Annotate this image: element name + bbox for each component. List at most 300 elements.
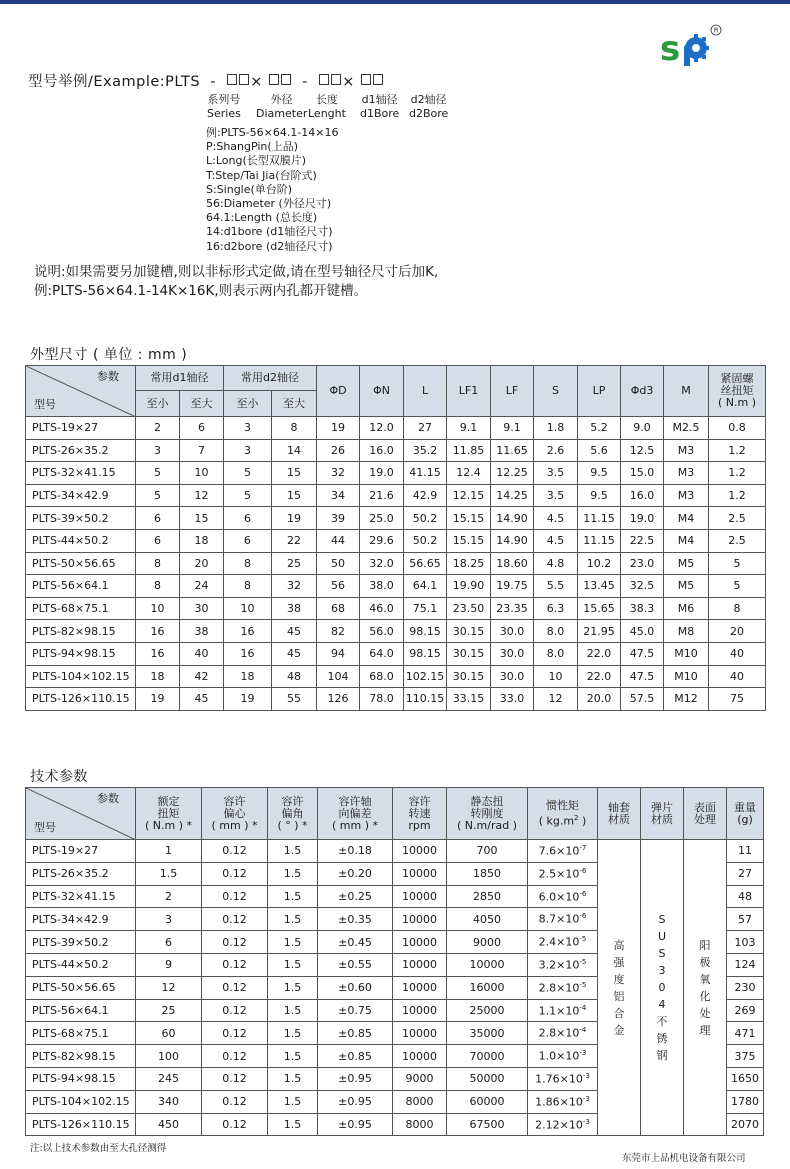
table-cell: M2.5 xyxy=(664,417,709,440)
table-cell: M10 xyxy=(664,665,709,688)
table-cell: 4.8 xyxy=(534,552,578,575)
table-cell: 8 xyxy=(272,417,317,440)
table-cell: 10000 xyxy=(393,999,447,1022)
table-cell: 55 xyxy=(272,688,317,711)
corner-header xyxy=(26,366,136,417)
brand-logo xyxy=(660,22,740,68)
cell-inertia: $7.6\times 10^{-7}$ xyxy=(528,840,598,863)
table-cell: 23.35 xyxy=(491,597,534,620)
cell-model: PLTS-44×50.2 xyxy=(26,953,136,976)
example-times: × xyxy=(250,74,263,90)
table-cell: 98.15 xyxy=(404,642,447,665)
table-cell: ±0.95 xyxy=(318,1090,393,1113)
table-cell: 8 xyxy=(224,575,272,598)
table-cell: 14 xyxy=(272,439,317,462)
table-cell: 22.5 xyxy=(621,529,664,552)
table-cell: 45.0 xyxy=(621,620,664,643)
cell-model: PLTS-68×75.1 xyxy=(26,597,136,620)
table-cell: 50.2 xyxy=(404,507,447,530)
cell-model: PLTS-94×98.15 xyxy=(26,642,136,665)
table-cell: 60000 xyxy=(447,1090,528,1113)
cell-model: PLTS-19×27 xyxy=(26,840,136,863)
code-description-list xyxy=(206,126,339,254)
table-cell: 1.5 xyxy=(268,976,318,999)
table-cell: 22 xyxy=(272,529,317,552)
table-cell: 9.1 xyxy=(491,417,534,440)
table-cell: 110.15 xyxy=(404,688,447,711)
example-dash: - xyxy=(302,74,308,90)
cell-model: PLTS-126×110.15 xyxy=(26,1113,136,1136)
table-cell: 21.95 xyxy=(578,620,621,643)
cell-model: PLTS-50×56.65 xyxy=(26,976,136,999)
table-cell: 0.12 xyxy=(202,1067,268,1090)
table-cell: 42 xyxy=(180,665,224,688)
table-cell: 47.5 xyxy=(621,642,664,665)
table-row xyxy=(26,417,766,440)
cell-model: PLTS-56×64.1 xyxy=(26,999,136,1022)
table-cell: 5 xyxy=(709,575,766,598)
table-cell: 9.5 xyxy=(578,462,621,485)
table-cell: 30.0 xyxy=(491,620,534,643)
table-cell: 3.5 xyxy=(534,484,578,507)
cell-surface-treatment: 阳极氧化处理 xyxy=(684,840,727,1136)
table-cell: 32 xyxy=(272,575,317,598)
table-cell: 48 xyxy=(272,665,317,688)
table-cell: 1 xyxy=(136,840,202,863)
table-cell: 1.5 xyxy=(268,999,318,1022)
header-col: LF1 xyxy=(447,366,491,417)
table-cell: 5 xyxy=(136,484,180,507)
table-cell: M4 xyxy=(664,529,709,552)
desc-line: 16:d2bore (d2轴径尺寸) xyxy=(206,239,333,253)
header-max: 至大 xyxy=(180,391,224,417)
table-cell: 1.5 xyxy=(268,1045,318,1068)
label-length: 长度 Lenght xyxy=(308,93,346,120)
table-cell: 5.2 xyxy=(578,417,621,440)
cell-weight: 1650 xyxy=(727,1067,764,1090)
header-eccentricity: 容许 偏心 ( mm ) * xyxy=(202,788,268,840)
table-cell: 1.5 xyxy=(268,862,318,885)
cell-inertia: $1.86\times 10^{-3}$ xyxy=(528,1090,598,1113)
example-times: × xyxy=(342,74,355,90)
table-cell: 6 xyxy=(136,507,180,530)
table-row xyxy=(26,620,766,643)
table-cell: 19.90 xyxy=(447,575,491,598)
table-cell: 16 xyxy=(224,620,272,643)
table-cell: 700 xyxy=(447,840,528,863)
table-cell: 10000 xyxy=(393,908,447,931)
table-cell: 40 xyxy=(180,642,224,665)
table-cell: 3.5 xyxy=(534,462,578,485)
table-cell: 13.45 xyxy=(578,575,621,598)
table-cell: 14.25 xyxy=(491,484,534,507)
table-cell: 10000 xyxy=(393,885,447,908)
header-col: ΦD xyxy=(317,366,360,417)
table-cell: 4.5 xyxy=(534,507,578,530)
table-cell: 6 xyxy=(224,529,272,552)
table-cell: 11.85 xyxy=(447,439,491,462)
table-cell: 100 xyxy=(136,1045,202,1068)
cell-model: PLTS-26×35.2 xyxy=(26,439,136,462)
table-cell: 38 xyxy=(272,597,317,620)
cell-disc-material: SUS304不锈钢 xyxy=(641,840,684,1136)
table-cell: ±0.95 xyxy=(318,1113,393,1136)
table-cell: 56.65 xyxy=(404,552,447,575)
table-cell: ±0.35 xyxy=(318,908,393,931)
table-cell: 4050 xyxy=(447,908,528,931)
table-cell: ±0.20 xyxy=(318,862,393,885)
header-weight: 重量 (g) xyxy=(727,788,764,840)
table-cell: 40 xyxy=(709,642,766,665)
header-speed: 容许 转速 rpm xyxy=(393,788,447,840)
cell-inertia: $1.1\times 10^{-4}$ xyxy=(528,999,598,1022)
table-cell: 67500 xyxy=(447,1113,528,1136)
table-cell: 9000 xyxy=(447,931,528,954)
keyway-note xyxy=(34,263,438,301)
cell-weight: 57 xyxy=(727,908,764,931)
table-cell: 12 xyxy=(534,688,578,711)
table-cell: 15.15 xyxy=(447,529,491,552)
table-cell: 1.2 xyxy=(709,484,766,507)
table-cell: 0.12 xyxy=(202,953,268,976)
table-cell: 40 xyxy=(709,665,766,688)
label-d1bore: d1轴径 d1Bore xyxy=(360,93,400,120)
table-cell: 12.15 xyxy=(447,484,491,507)
table-cell: 68.0 xyxy=(360,665,404,688)
table-cell: 22.0 xyxy=(578,665,621,688)
svg-text:s: s xyxy=(660,29,681,68)
table-cell: M3 xyxy=(664,484,709,507)
tech-section-title: 技术参数 xyxy=(30,769,88,785)
table-cell: 34 xyxy=(317,484,360,507)
table-cell: 16 xyxy=(224,642,272,665)
note-line: 例:PLTS-56×64.1-14K×16K,则表示两内孔都开键槽。 xyxy=(34,283,368,299)
cell-weight: 27 xyxy=(727,862,764,885)
table-cell: 0.12 xyxy=(202,840,268,863)
table-cell: 60 xyxy=(136,1022,202,1045)
cell-weight: 230 xyxy=(727,976,764,999)
table-row xyxy=(26,575,766,598)
table-cell: 3 xyxy=(224,439,272,462)
cell-weight: 103 xyxy=(727,931,764,954)
table-cell: M3 xyxy=(664,439,709,462)
table-cell: 1850 xyxy=(447,862,528,885)
table-cell: 245 xyxy=(136,1067,202,1090)
table-cell: 11.15 xyxy=(578,529,621,552)
table-cell: 1.8 xyxy=(534,417,578,440)
table-cell: 102.15 xyxy=(404,665,447,688)
table-cell: 30.15 xyxy=(447,665,491,688)
header-col: LP xyxy=(578,366,621,417)
table-cell: 20 xyxy=(180,552,224,575)
table-cell: M3 xyxy=(664,462,709,485)
table-row xyxy=(26,597,766,620)
table-cell: 16000 xyxy=(447,976,528,999)
header-col: M xyxy=(664,366,709,417)
table-cell: 35000 xyxy=(447,1022,528,1045)
table-cell: 5 xyxy=(709,552,766,575)
header-d1-group: 常用d1轴径 xyxy=(136,366,224,391)
table-cell: 10000 xyxy=(393,931,447,954)
header-stiffness: 静态扭 转刚度 ( N.m/rad ) xyxy=(447,788,528,840)
table-cell: 1.5 xyxy=(268,953,318,976)
table-cell: 8.0 xyxy=(534,642,578,665)
table-cell: 23.50 xyxy=(447,597,491,620)
table-cell: 44 xyxy=(317,529,360,552)
cell-model: PLTS-126×110.15 xyxy=(26,688,136,711)
table-cell: 1.5 xyxy=(268,1113,318,1136)
top-border-line xyxy=(0,0,790,4)
table-cell: 20.0 xyxy=(578,688,621,711)
table-cell: 0.12 xyxy=(202,1090,268,1113)
header-inertia: 惯性矩 ( $kg.m^2$ ) xyxy=(528,788,598,840)
table-cell: 30.15 xyxy=(447,620,491,643)
table-cell: 10000 xyxy=(393,953,447,976)
table-cell: 5 xyxy=(224,484,272,507)
header-hub-material: 轴套 材质 xyxy=(598,788,641,840)
example-prefix: 型号举例/Example:PLTS xyxy=(28,74,201,90)
table-cell: 75 xyxy=(709,688,766,711)
table-cell: ±0.85 xyxy=(318,1022,393,1045)
table-row xyxy=(26,688,766,711)
table-cell: 32.0 xyxy=(360,552,404,575)
table-cell: 9.5 xyxy=(578,484,621,507)
table-cell: ±0.60 xyxy=(318,976,393,999)
cell-weight: 1780 xyxy=(727,1090,764,1113)
table-cell: 1.5 xyxy=(268,840,318,863)
table-cell: 64.0 xyxy=(360,642,404,665)
cell-hub-material: 高强度铝合金 xyxy=(598,840,641,1136)
cell-weight: 48 xyxy=(727,885,764,908)
cell-inertia: $2.8\times 10^{-4}$ xyxy=(528,1022,598,1045)
footer-note: 注:以上技术参数由至大孔径测得 xyxy=(30,1143,167,1154)
table-cell: 0.12 xyxy=(202,999,268,1022)
svg-text:R: R xyxy=(713,26,719,35)
table-cell: 22.0 xyxy=(578,642,621,665)
table-cell: 15 xyxy=(180,507,224,530)
table-cell: 18 xyxy=(224,665,272,688)
table-cell: 3 xyxy=(224,417,272,440)
table-cell: 1.5 xyxy=(268,1067,318,1090)
cell-inertia: $3.2\times 10^{-5}$ xyxy=(528,953,598,976)
cell-model: PLTS-94×98.15 xyxy=(26,1067,136,1090)
table-row xyxy=(26,552,766,575)
table-cell: 9000 xyxy=(393,1067,447,1090)
table-cell: 1.5 xyxy=(268,1090,318,1113)
table-cell: 6 xyxy=(136,931,202,954)
desc-line: L:Long(长型双膜片) xyxy=(206,154,307,168)
table-cell: 32.5 xyxy=(621,575,664,598)
table-cell: 12 xyxy=(180,484,224,507)
table-cell: 10 xyxy=(224,597,272,620)
table-cell: 2.5 xyxy=(709,529,766,552)
table-cell: 25.0 xyxy=(360,507,404,530)
table-cell: 45 xyxy=(272,642,317,665)
header-surface: 表面 处理 xyxy=(684,788,727,840)
label-diameter: 外径 Diameter xyxy=(256,93,308,120)
cell-inertia: $2.5\times 10^{-6}$ xyxy=(528,862,598,885)
table-cell: 6 xyxy=(180,417,224,440)
table-cell: 6 xyxy=(224,507,272,530)
header-min: 至小 xyxy=(136,391,180,417)
table-cell: 45 xyxy=(272,620,317,643)
table-cell: 45 xyxy=(180,688,224,711)
table-cell: 9 xyxy=(136,953,202,976)
table-cell: ±0.85 xyxy=(318,1045,393,1068)
table-cell: 12.5 xyxy=(621,439,664,462)
corner-model-label: 型号 xyxy=(34,821,56,834)
table-cell: ±0.25 xyxy=(318,885,393,908)
table-cell: 47.5 xyxy=(621,665,664,688)
table-cell: 24 xyxy=(180,575,224,598)
table-cell: 10000 xyxy=(393,1045,447,1068)
table-cell: 10 xyxy=(180,462,224,485)
cell-weight: 11 xyxy=(727,840,764,863)
table-cell: 19 xyxy=(136,688,180,711)
table-cell: 15 xyxy=(272,484,317,507)
table-cell: 26 xyxy=(317,439,360,462)
table-cell: 29.6 xyxy=(360,529,404,552)
table-cell: 3 xyxy=(136,908,202,931)
table-cell: 2 xyxy=(136,885,202,908)
example-dash: - xyxy=(210,74,217,90)
placeholder-box xyxy=(227,74,237,85)
cell-model: PLTS-39×50.2 xyxy=(26,507,136,530)
table-cell: 10.2 xyxy=(578,552,621,575)
table-cell: 0.12 xyxy=(202,885,268,908)
table-cell: 8 xyxy=(136,552,180,575)
table-cell: 10000 xyxy=(393,976,447,999)
table-cell: 33.0 xyxy=(491,688,534,711)
cell-model: PLTS-34×42.9 xyxy=(26,908,136,931)
cell-model: PLTS-104×102.15 xyxy=(26,665,136,688)
cell-inertia: $2.4\times 10^{-5}$ xyxy=(528,931,598,954)
table-cell: 2850 xyxy=(447,885,528,908)
table-cell: 38.0 xyxy=(360,575,404,598)
header-screw-torque: 紧固螺 丝扭矩 ( N.m ) xyxy=(709,366,766,417)
table-cell: 1.2 xyxy=(709,439,766,462)
header-min: 至小 xyxy=(224,391,272,417)
table-cell: M5 xyxy=(664,575,709,598)
table-cell: 57.5 xyxy=(621,688,664,711)
desc-line: 64.1:Length (总长度) xyxy=(206,211,318,225)
table-cell: 5.6 xyxy=(578,439,621,462)
tech-param-table xyxy=(25,787,764,1136)
cell-model: PLTS-104×102.15 xyxy=(26,1090,136,1113)
table-cell: 75.1 xyxy=(404,597,447,620)
table-cell: ±0.55 xyxy=(318,953,393,976)
table-cell: 68 xyxy=(317,597,360,620)
cell-weight: 375 xyxy=(727,1045,764,1068)
dimension-table xyxy=(25,365,766,711)
model-example-line xyxy=(28,70,384,91)
placeholder-box xyxy=(319,74,329,85)
cell-model: PLTS-44×50.2 xyxy=(26,529,136,552)
table-cell: 5.5 xyxy=(534,575,578,598)
table-cell: 32 xyxy=(317,462,360,485)
table-cell: 18.60 xyxy=(491,552,534,575)
cell-model: PLTS-82×98.15 xyxy=(26,620,136,643)
table-cell: 82 xyxy=(317,620,360,643)
cell-weight: 2070 xyxy=(727,1113,764,1136)
table-cell: 56.0 xyxy=(360,620,404,643)
table-cell: 10000 xyxy=(393,840,447,863)
table-cell: 0.8 xyxy=(709,417,766,440)
table-cell: 18 xyxy=(180,529,224,552)
table-cell: 25 xyxy=(272,552,317,575)
table-cell: 25 xyxy=(136,999,202,1022)
header-col: Φd3 xyxy=(621,366,664,417)
cell-model: PLTS-32×41.15 xyxy=(26,462,136,485)
table-cell: M6 xyxy=(664,597,709,620)
table-cell: 8000 xyxy=(393,1113,447,1136)
desc-line: 例:PLTS-56×64.1-14×16 xyxy=(206,126,339,139)
cell-inertia: $6.0\times 10^{-6}$ xyxy=(528,885,598,908)
desc-line: 14:d1bore (d1轴径尺寸) xyxy=(206,225,333,239)
header-axial: 容许轴 向偏差 ( mm ) * xyxy=(318,788,393,840)
header-col: L xyxy=(404,366,447,417)
cell-model: PLTS-82×98.15 xyxy=(26,1045,136,1068)
table-cell: 8 xyxy=(224,552,272,575)
table-cell: 104 xyxy=(317,665,360,688)
cell-inertia: $1.76\times 10^{-3}$ xyxy=(528,1067,598,1090)
cell-inertia: $2.8\times 10^{-5}$ xyxy=(528,976,598,999)
header-max: 至大 xyxy=(272,391,317,417)
table-cell: 4.5 xyxy=(534,529,578,552)
corner-param-label: 参数 xyxy=(97,370,119,383)
table-cell: 0.12 xyxy=(202,1022,268,1045)
placeholder-box xyxy=(361,74,371,85)
table-cell: 12.4 xyxy=(447,462,491,485)
table-row xyxy=(26,439,766,462)
table-cell: 10000 xyxy=(393,862,447,885)
table-cell: 19 xyxy=(317,417,360,440)
table-cell: 126 xyxy=(317,688,360,711)
table-cell: 94 xyxy=(317,642,360,665)
table-cell: 19 xyxy=(224,688,272,711)
table-row xyxy=(26,840,764,863)
table-cell: M8 xyxy=(664,620,709,643)
corner-param-label: 参数 xyxy=(97,792,119,805)
table-row xyxy=(26,507,766,530)
placeholder-box xyxy=(373,74,383,85)
table-cell: 25000 xyxy=(447,999,528,1022)
cell-model: PLTS-50×56.65 xyxy=(26,552,136,575)
table-cell: 9.0 xyxy=(621,417,664,440)
table-cell: 18.25 xyxy=(447,552,491,575)
table-cell: 16.0 xyxy=(360,439,404,462)
table-cell: 35.2 xyxy=(404,439,447,462)
header-disc-material: 弹片 材质 xyxy=(641,788,684,840)
table-cell: 8.0 xyxy=(534,620,578,643)
table-cell: 8000 xyxy=(393,1090,447,1113)
placeholder-box xyxy=(239,74,249,85)
cell-model: PLTS-68×75.1 xyxy=(26,1022,136,1045)
table-row xyxy=(26,665,766,688)
table-cell: 15.65 xyxy=(578,597,621,620)
table-row xyxy=(26,462,766,485)
table-cell: 15.15 xyxy=(447,507,491,530)
table-cell: 19.0 xyxy=(621,507,664,530)
table-cell: 50 xyxy=(317,552,360,575)
table-cell: 14.90 xyxy=(491,507,534,530)
table-cell: 3 xyxy=(136,439,180,462)
table-cell: ±0.18 xyxy=(318,840,393,863)
table-cell: ±0.75 xyxy=(318,999,393,1022)
table-cell: 56 xyxy=(317,575,360,598)
table-cell: M5 xyxy=(664,552,709,575)
table-cell: 19 xyxy=(272,507,317,530)
